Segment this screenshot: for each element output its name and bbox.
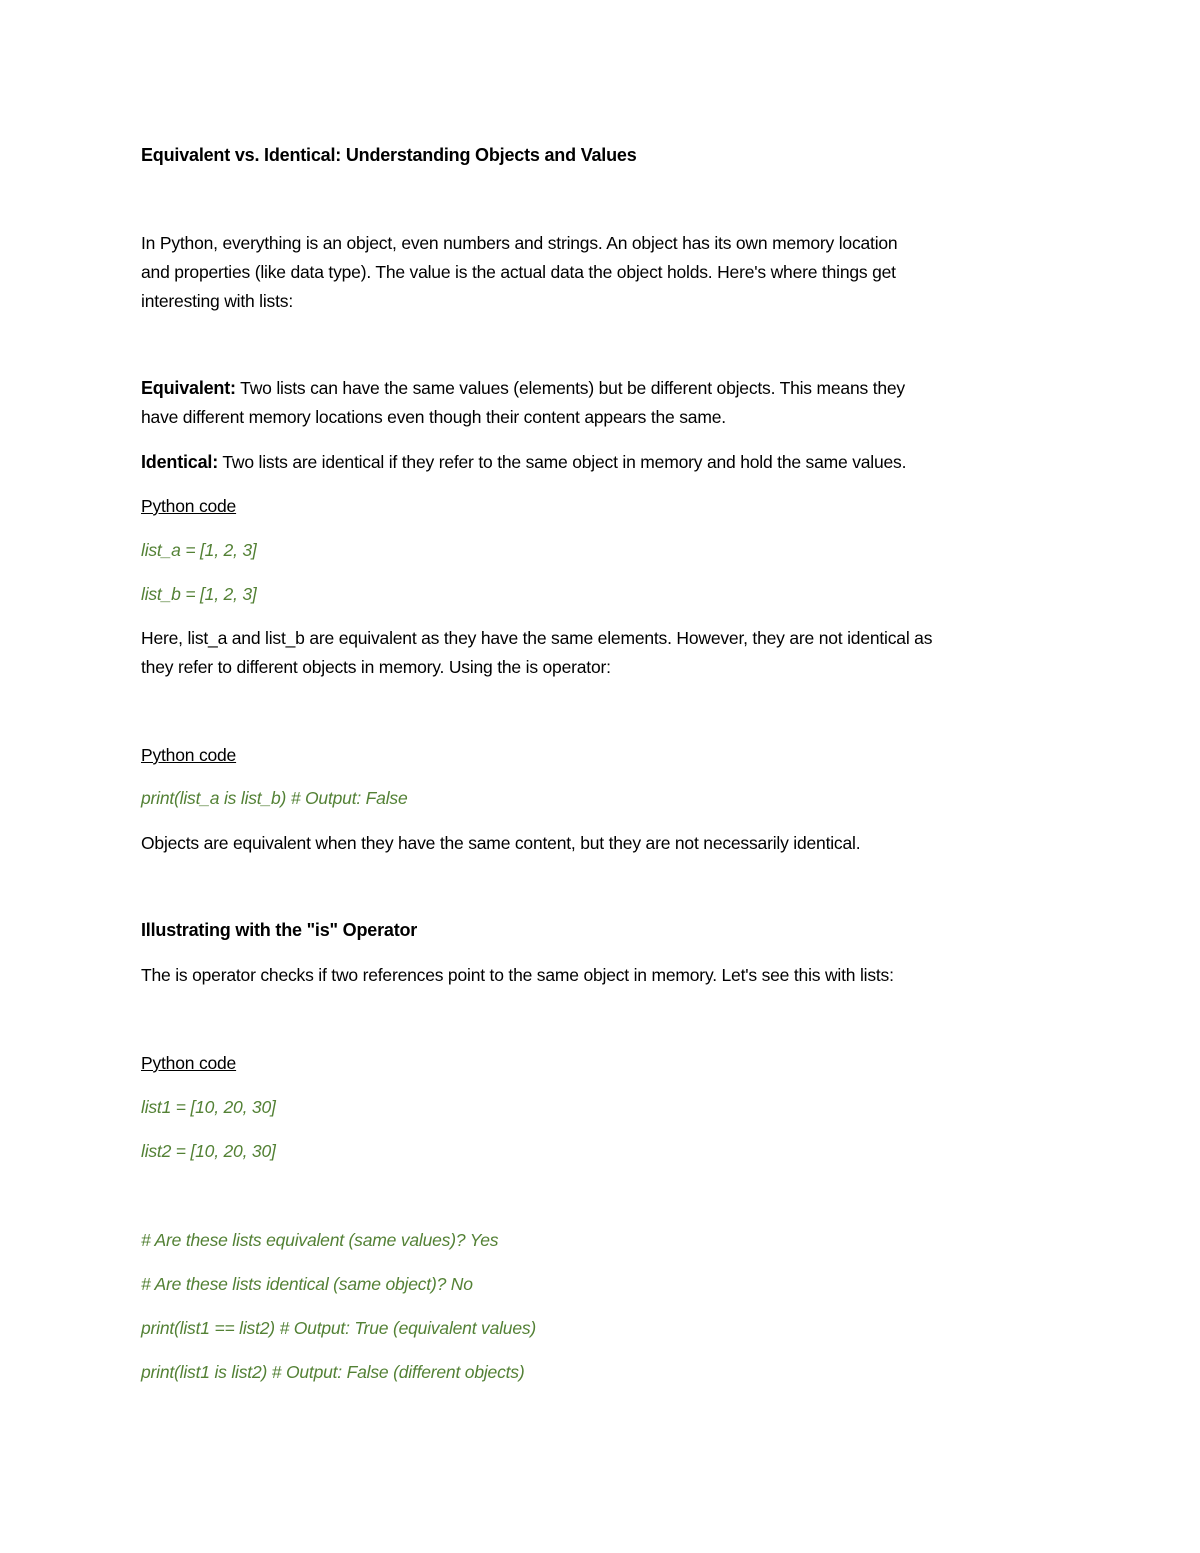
objects-note: Objects are equivalent when they have the same content, but they are not necessarily identical. — [141, 833, 861, 853]
code-line: list1 = [10, 20, 30] — [141, 1097, 276, 1117]
identical-text: Two lists are identical if they refer to the same object in memory and hold the same values. — [218, 452, 907, 472]
code-label: Python code — [141, 1053, 237, 1073]
code-label: Python code — [141, 496, 237, 516]
identical-definition — [141, 451, 906, 473]
equivalent-text-cont: have different memory locations even though their content appears the same. — [141, 407, 726, 427]
code-line: list2 = [10, 20, 30] — [141, 1141, 276, 1161]
code-line: list_b = [1, 2, 3] — [141, 584, 257, 604]
code-label: Python code — [141, 745, 237, 765]
equivalent-definition — [141, 377, 905, 399]
section-heading: Illustrating with the "is" Operator — [141, 920, 418, 940]
code-line: list_a = [1, 2, 3] — [141, 540, 257, 560]
explanation-line: they refer to different objects in memory. Using the is operator: — [141, 657, 611, 677]
code-line: print(list1 == list2) # Output: True (equivalent values) — [141, 1318, 537, 1338]
intro-line: interesting with lists: — [141, 291, 293, 311]
intro-line: In Python, everything is an object, even numbers and strings. An object has its own memory location — [141, 233, 898, 253]
code-line: print(list1 is list2) # Output: False (different objects) — [141, 1362, 525, 1382]
equivalent-text: Two lists can have the same values (elements) but be different objects. This means they — [235, 378, 905, 398]
code-comment: # Are these lists equivalent (same values)? Yes — [141, 1230, 499, 1250]
explanation-line: Here, list_a and list_b are equivalent as they have the same elements. However, they are not identical as — [141, 628, 933, 648]
equivalent-term: Equivalent: — [141, 378, 236, 398]
identical-term: Identical: — [141, 452, 219, 472]
code-line: print(list_a is list_b) # Output: False — [141, 788, 408, 808]
code-comment: # Are these lists identical (same object)? No — [141, 1274, 473, 1294]
intro-line: and properties (like data type). The value is the actual data the object holds. Here's where things get — [141, 262, 896, 282]
document-title: Equivalent vs. Identical: Understanding Objects and Values — [141, 145, 637, 165]
section-text: The is operator checks if two references point to the same object in memory. Let's see this with lists: — [141, 965, 894, 985]
